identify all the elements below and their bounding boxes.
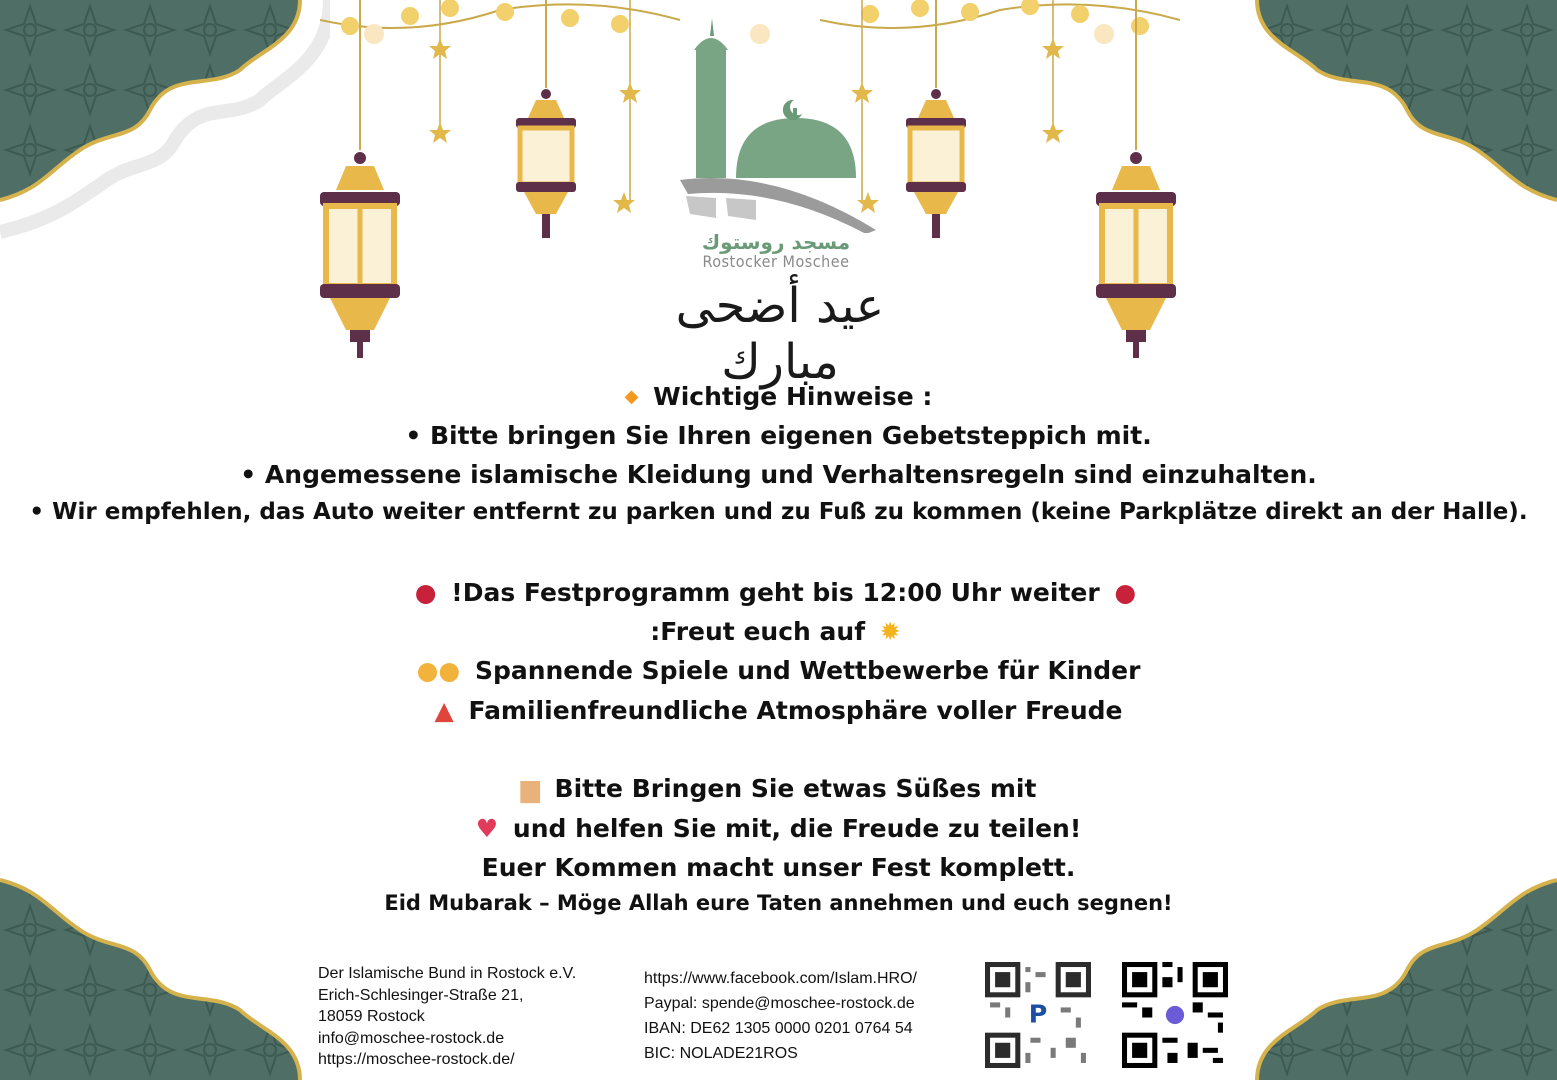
email-link[interactable]: info@moschee-rostock.de [318,1029,505,1047]
logo-name: Rostocker Moschee [702,252,850,271]
children-icon: ●● [416,656,461,685]
lantern-left-large [312,0,408,365]
address-block [318,963,576,1071]
program-subheading [0,617,1557,646]
balloon-icon: ● [414,578,437,607]
blessing-line: Eid Mubarak – Möge Allah eure Taten annehmen und euch segnen! [384,891,1173,915]
street: Erich-Schlesinger-Straße 21, [318,986,524,1004]
logo-arabic-text: مسجد روستوك [701,230,851,254]
share-text: und helfen Sie mit, die Freude zu teilen! [512,814,1082,843]
iban-info: IBAN: DE62 1305 0000 0201 0764 54 [644,1020,913,1037]
paypal-qr-code[interactable] [985,962,1091,1068]
program-item [0,656,1557,685]
website-qr-code[interactable] [1122,962,1228,1068]
orange-diamond-icon: ◆ [624,386,639,407]
sun-icon: ✹ [879,617,901,646]
program-headline [0,578,1557,607]
notes-heading-text: Wichtige Hinweise : [653,382,933,411]
svg-text:P: P [1028,999,1048,1029]
program-item [0,696,1557,725]
lantern-right-small [900,0,972,245]
mosque-logo [676,8,876,271]
city: 18059 Rostock [318,1008,425,1025]
program-headline-text: !Das Festprogramm geht bis 12:00 Uhr weiter [451,578,1100,607]
notes-heading [0,382,1557,411]
payment-block [644,966,917,1066]
note-item: • Angemessene islamische Kleidung und Verhaltensregeln sind einzuhalten. [240,460,1317,489]
share-line [0,814,1557,843]
bic-info: BIC: NOLADE21ROS [644,1045,798,1062]
party-popper-icon: ▲ [434,696,454,725]
lantern-right-large [1088,0,1184,365]
facebook-link[interactable]: https://www.facebook.com/Islam.HRO/ [644,970,917,987]
eid-greeting-arabic: عيد أضحى مبارك [675,278,885,390]
balloon-icon: ● [1114,578,1137,607]
program-subheading-text: :Freut euch auf [650,617,866,646]
sweets-text: Bitte Bringen Sie etwas Süßes mit [554,774,1037,803]
sweets-line [0,774,1557,803]
program-item-text: Spannende Spiele und Wettbewerbe für Kinder [474,656,1141,685]
lantern-left-small [510,0,582,245]
mosque-icon [676,8,876,233]
program-item-text: Familienfreundliche Atmosphäre voller Freude [468,696,1123,725]
cake-icon: ▆ [520,774,540,803]
note-item: • Wir empfehlen, das Auto weiter entfernt zu parken und zu Fuß zu kommen (keine Parkplätze direkt an der Halle). [29,499,1528,525]
corner-ornament-top-left [0,0,330,330]
org-name: Der Islamische Bund in Rostock e.V. [318,965,577,982]
heart-ribbon-icon: ♥ [475,814,499,843]
corner-ornament-top-right [1227,0,1557,330]
website-link[interactable]: https://moschee-rostock.de/ [318,1051,515,1068]
note-item: • Bitte bringen Sie Ihren eigenen Gebetsteppich mit. [405,421,1152,450]
complete-line: Euer Kommen macht unser Fest komplett. [481,853,1076,882]
paypal-info: Paypal: spende@moschee-rostock.de [644,995,915,1012]
